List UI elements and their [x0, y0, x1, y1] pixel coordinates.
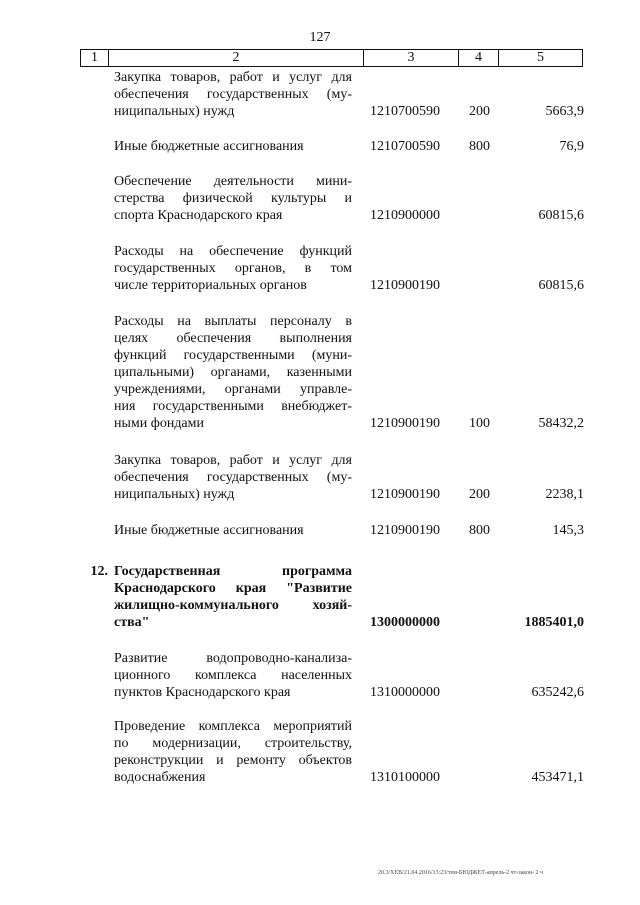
footer-file-stamp: 20.3/ХЕВ/21.04.2016/13:23/тем-БЮДЖЕТ-апрель-2 чт-закон- 2 ч	[378, 870, 544, 876]
row-name-line: функций государственными (муни-	[114, 348, 352, 363]
row-name	[114, 173, 352, 224]
table-header	[80, 49, 583, 67]
row-expense-type: 200	[469, 104, 490, 119]
row-name-line: по модернизации, строительству,	[114, 736, 352, 751]
row-name-line: Краснодарского края "Развитие	[114, 581, 352, 596]
row-name-line: Закупка товаров, работ и услуг для	[114, 453, 352, 468]
row-name-line: ципальными) органами, казенными	[114, 365, 352, 380]
row-name-line: учреждениями, органами управле-	[114, 382, 352, 397]
row-name-line: обеспечения государственных (му-	[114, 87, 352, 102]
row-name	[114, 138, 352, 155]
row-name	[114, 452, 352, 503]
row-name-line: Расходы на выплаты персоналу в	[114, 314, 352, 329]
row-name-line: ния государственными внебюджет-	[114, 399, 352, 414]
row-name-line: Развитие водопроводно-канализа-	[114, 651, 352, 666]
row-expense-type: 100	[469, 416, 490, 431]
header-col-2: 2	[109, 50, 364, 66]
row-name-line: Закупка товаров, работ и услуг для	[114, 70, 352, 85]
row-amount: 145,3	[552, 523, 584, 538]
row-name-line: жилищно-коммунального хозяй-	[114, 598, 352, 613]
row-code: 1210900190	[370, 523, 440, 538]
row-name	[114, 313, 352, 432]
row-amount: 2238,1	[545, 487, 584, 502]
row-name-line: ционного комплекса населенных	[114, 668, 352, 683]
row-amount: 635242,6	[531, 685, 584, 700]
row-name-line: Иные бюджетные ассигнования	[114, 523, 304, 538]
row-name-line: числе территориальных органов	[114, 278, 307, 293]
row-name-line: Расходы на обеспечение функций	[114, 244, 352, 259]
row-code: 1310100000	[370, 770, 440, 785]
row-expense-type: 800	[469, 139, 490, 154]
row-name	[114, 718, 352, 786]
row-name	[114, 563, 352, 631]
header-col-3: 3	[364, 50, 459, 66]
row-name-line: ства"	[114, 615, 150, 630]
row-name-line: обеспечения государственных (му-	[114, 470, 352, 485]
row-name-line: стерства физической культуры и	[114, 191, 352, 206]
row-name-line: государственных органов, в том	[114, 261, 352, 276]
row-name-line: ниципальных) нужд	[114, 487, 235, 502]
row-name-line: ными фондами	[114, 416, 205, 431]
row-name	[114, 243, 352, 294]
row-name-line: целях обеспечения выполнения	[114, 331, 352, 346]
row-amount: 58432,2	[538, 416, 584, 431]
row-name-line: реконструкции и ремонту объектов	[114, 753, 352, 768]
row-amount: 76,9	[559, 139, 584, 154]
row-name	[114, 69, 352, 120]
header-col-5: 5	[537, 50, 544, 65]
row-amount: 60815,6	[538, 278, 584, 293]
row-amount: 5663,9	[545, 104, 584, 119]
row-name	[114, 522, 352, 539]
row-code: 1210700590	[370, 104, 440, 119]
row-code: 1310000000	[370, 685, 440, 700]
row-name-line: Обеспечение деятельности мини-	[114, 174, 352, 189]
row-amount: 453471,1	[531, 770, 584, 785]
row-code: 1210900000	[370, 208, 440, 223]
row-expense-type: 800	[469, 523, 490, 538]
row-code: 1210900190	[370, 487, 440, 502]
row-expense-type: 200	[469, 487, 490, 502]
row-name-line: Государственная программа	[114, 564, 352, 579]
row-name-line: Проведение комплекса мероприятий	[114, 719, 352, 734]
row-amount: 60815,6	[538, 208, 584, 223]
row-name-line: водоснабжения	[114, 770, 206, 785]
row-name	[114, 650, 352, 701]
page-number: 127	[309, 30, 331, 45]
row-name-line: пунктов Краснодарского края	[114, 685, 291, 700]
row-code: 1300000000	[370, 615, 440, 630]
row-name-line: спорта Краснодарского края	[114, 208, 283, 223]
row-name-line: Иные бюджетные ассигнования	[114, 139, 304, 154]
row-code: 1210700590	[370, 139, 440, 154]
row-name-line: ниципальных) нужд	[114, 104, 235, 119]
header-col-1: 1	[81, 50, 109, 66]
row-code: 1210900190	[370, 416, 440, 431]
row-amount: 1885401,0	[524, 615, 584, 630]
row-number: 12.	[90, 564, 108, 579]
header-col-4: 4	[459, 50, 499, 66]
row-code: 1210900190	[370, 278, 440, 293]
